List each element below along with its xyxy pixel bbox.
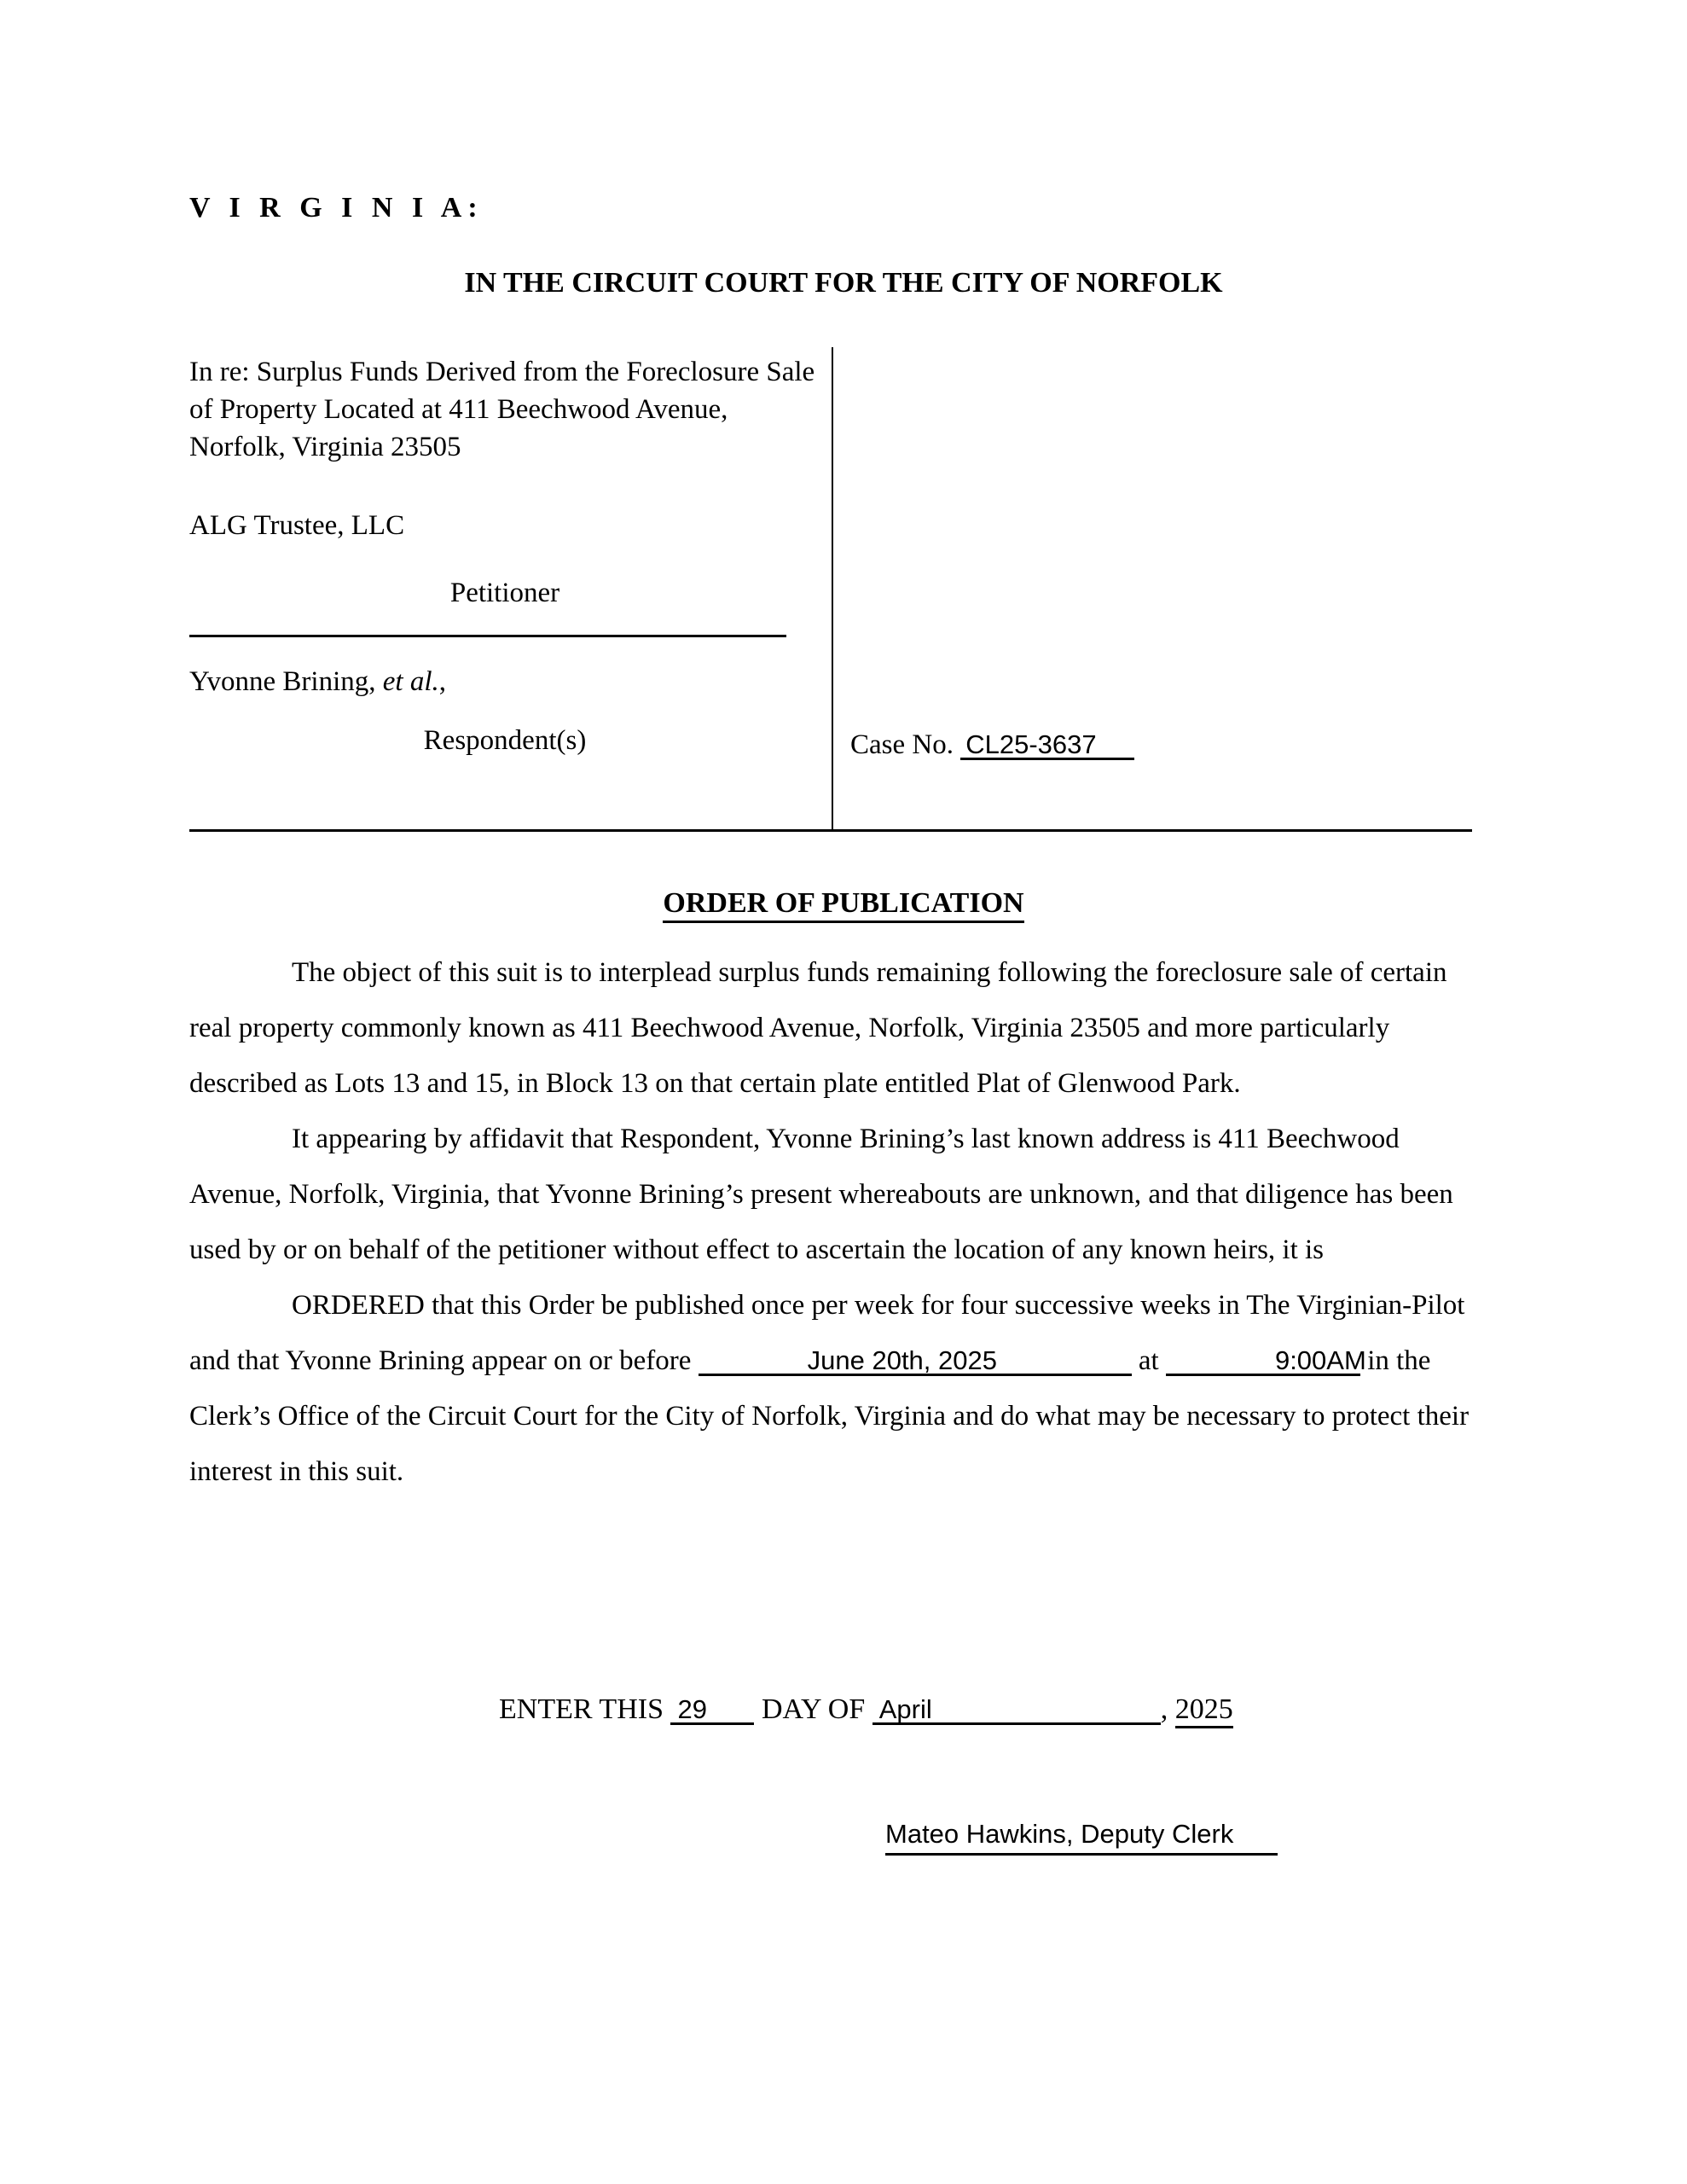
ordered-text-part-3: in the Clerk’s Office of the Circuit Court for the City of Norfolk, Virginia and do what may be necessary to protect their interest in this suit. [189, 1345, 1470, 1487]
case-caption-block [189, 341, 1472, 832]
enter-comma: , [1160, 1693, 1168, 1725]
in-re-description: In re: Surplus Funds Derived from the Foreclosure Sale of Property Located at 411 Beechwood Avenue, Norfolk, Virginia 23505 [189, 357, 815, 462]
enter-day-field[interactable]: 29 [670, 1696, 754, 1725]
appearance-date-field[interactable]: June 20th, 2025 [699, 1347, 1132, 1376]
clerk-signature-name[interactable]: Mateo Hawkins, Deputy Clerk [885, 1819, 1234, 1849]
caption-vertical-divider [832, 347, 833, 832]
paragraph-ordered [189, 1278, 1486, 1500]
enter-year-field[interactable]: 2025 [1175, 1693, 1233, 1728]
signature-line [885, 1853, 1278, 1856]
petitioner-name: ALG Trustee, LLC [189, 510, 405, 541]
enter-date-line [499, 1693, 1233, 1726]
respondent-role-label: Respondent(s) [423, 725, 587, 756]
document-heading-text: ORDER OF PUBLICATION [663, 887, 1023, 923]
day-of-label: DAY OF [761, 1693, 866, 1725]
signature-block [885, 1819, 1286, 1856]
appearance-time-field[interactable]: 9:00AM [1166, 1347, 1360, 1376]
case-number-label: Case No. [850, 729, 954, 760]
caption-bottom-border [189, 829, 1472, 832]
paragraph-object-of-suit: The object of this suit is to interplead surplus funds remaining following the foreclosure sale of certain real property commonly known as 411 Beechwood Avenue, Norfolk, Virginia 23505 and more particularly described as Lots 13 and 15, in Block 13 on that certain plate entitled Plat of Glenwood Park. [189, 957, 1447, 1099]
respondent-name [189, 637, 820, 698]
ordered-text-at: at [1138, 1345, 1159, 1376]
case-number-field[interactable]: CL25-3637 [960, 731, 1134, 760]
state-heading: V I R G I N I A: [189, 192, 484, 224]
document-body [189, 945, 1486, 1500]
petitioner-role-label: Petitioner [449, 578, 560, 608]
court-title: IN THE CIRCUIT COURT FOR THE CITY OF NORFOLK [464, 267, 1223, 299]
respondent-name-main: Yvonne Brining, [189, 666, 376, 697]
enter-month-field[interactable]: April [872, 1696, 1161, 1725]
paragraph-affidavit: It appearing by affidavit that Respondent, Yvonne Brining’s last known address is 411 Beechwood Avenue, Norfolk, Virginia, that Yvonne Brining’s present whereabouts are unknown, and that diligence has been used by or on behalf of the petitioner without effect to ascertain the location of any known heirs, it is [189, 1124, 1453, 1265]
respondent-name-tail: , [438, 666, 446, 697]
case-number-row [850, 729, 1134, 761]
enter-this-label: ENTER THIS [499, 1693, 664, 1725]
caption-left-column [189, 341, 820, 757]
document-heading [0, 887, 1687, 920]
respondent-name-etal: et al. [382, 666, 439, 697]
ordered-text-part-1: ORDERED that this Order be published once per week for four successive weeks in The Virginian-Pilot and that Yvonne Brining appear on or before [189, 1290, 1465, 1376]
